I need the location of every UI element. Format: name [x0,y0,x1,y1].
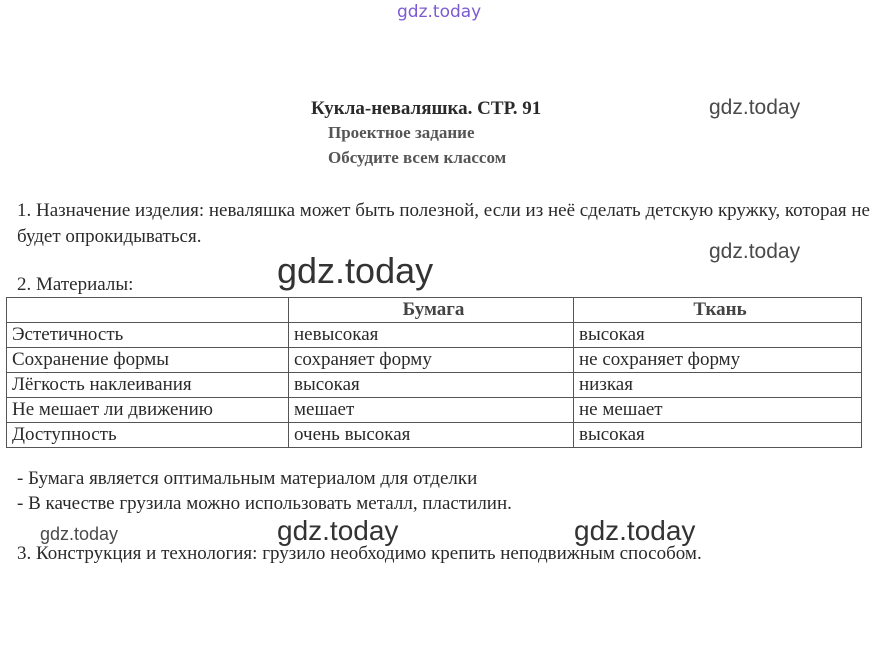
table-cell: низкая [574,373,862,398]
table-cell: мешает [289,398,574,423]
materials-heading: 2. Материалы: [17,274,134,295]
table-cell: Сохранение формы [7,348,289,373]
table-cell: высокая [574,423,862,448]
table-cell: Не мешает ли движению [7,398,289,423]
table-row [7,398,862,423]
purpose-paragraph: 1. Назначение изделия: неваляшка может быть полезной, если из неё сделать детскую кружку, которая не будет опрокидываться. [17,200,870,247]
page-title: Кукла-неваляшка. СТР. 91 [311,98,542,119]
table-cell: не сохраняет форму [574,348,862,373]
table-row [7,423,862,448]
table-row [7,348,862,373]
table-header-cell: Бумага [289,298,574,323]
note-weight: - В качестве грузила можно использовать металл, пластилин. [17,493,512,514]
materials-table [6,297,862,448]
table-cell: Эстетичность [7,323,289,348]
watermark-bottom-right: gdz.today [574,515,696,546]
watermark-right-para: gdz.today [709,240,801,263]
table-row [7,323,862,348]
watermark-big-center: gdz.today [277,250,434,291]
table-cell: высокая [574,323,862,348]
table-header-cell: Ткань [574,298,862,323]
watermark-right-title: gdz.today [709,96,801,119]
watermark-top: gdz.today [397,2,482,22]
construction-paragraph: 3. Конструкция и технология: грузило необходимо крепить неподвижным способом. [17,543,702,564]
table-cell: очень высокая [289,423,574,448]
note-paper: - Бумага является оптимальным материалом для отделки [17,468,478,489]
table-cell: невысокая [289,323,574,348]
table-header-cell [7,298,289,323]
table-cell: Доступность [7,423,289,448]
table-cell: Лёгкость наклеивания [7,373,289,398]
table-row [7,373,862,398]
subtitle-discuss: Обсудите всем классом [328,148,507,167]
table-cell: сохраняет форму [289,348,574,373]
table-cell: высокая [289,373,574,398]
watermark-bottom-left: gdz.today [40,524,119,544]
subtitle-project-task: Проектное задание [328,123,475,142]
table-header-row [7,298,862,323]
table-cell: не мешает [574,398,862,423]
watermark-bottom-center: gdz.today [277,515,399,546]
